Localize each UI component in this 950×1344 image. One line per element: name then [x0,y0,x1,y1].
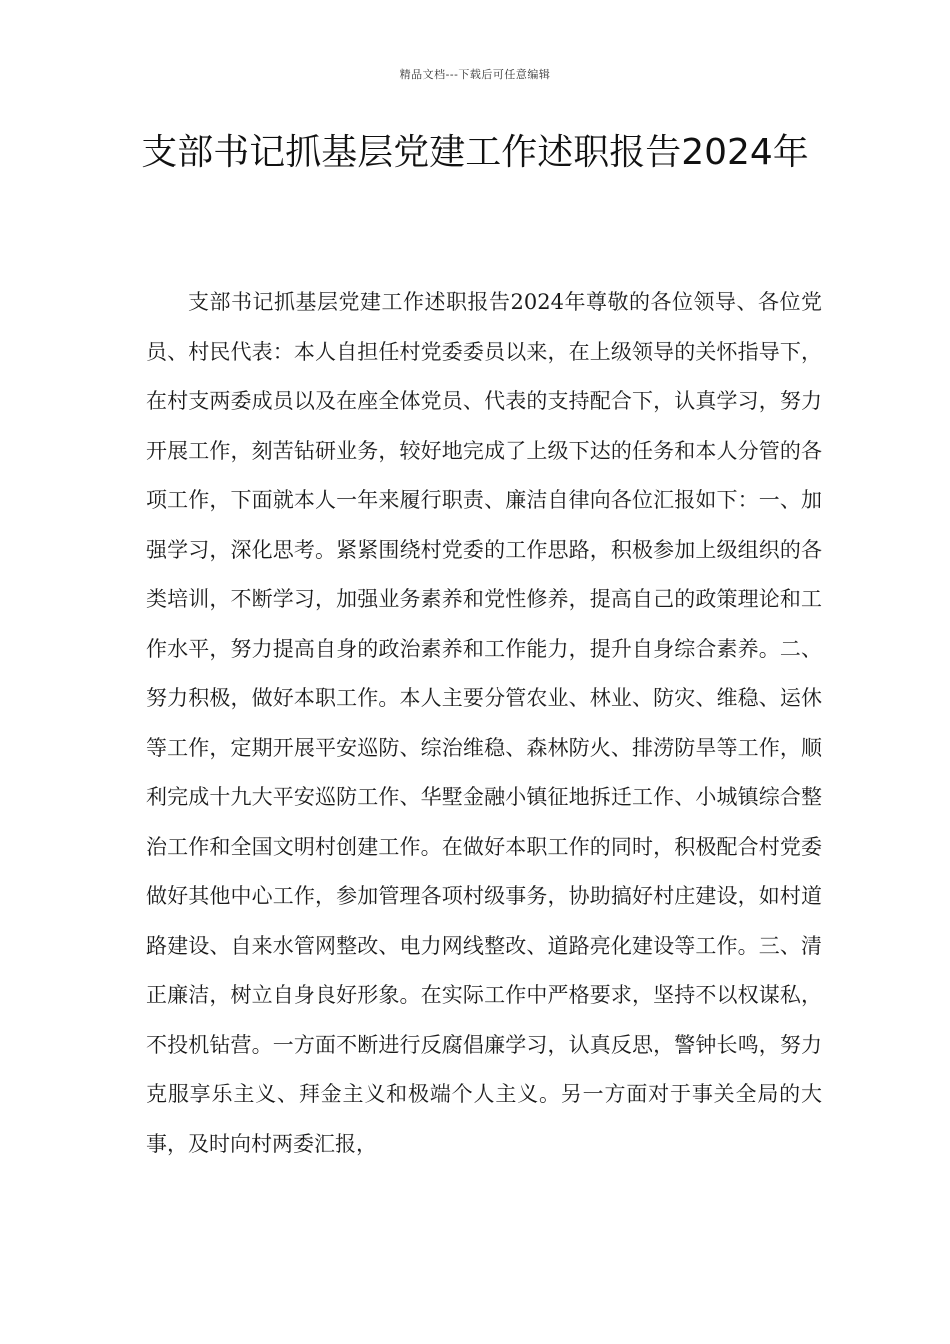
document-body: 支部书记抓基层党建工作述职报告2024年尊敬的各位领导、各位党员、村民代表：本人自担任村党委委员以来，在上级领导的关怀指导下，在村支两委成员以及在座全体党员、代表的支持配合下，认真学习，努力开展工作，刻苦钻研业务，较好地完成了上级下达的任务和本人分管的各项工作，下面就本人一年来履行职责、廉洁自律向各位汇报如下：一、加强学习，深化思考。紧紧围绕村党委的工作思路，积极参加上级组织的各类培训，不断学习，加强业务素养和党性修养，提高自己的政策理论和工作水平，努力提高自身的政治素养和工作能力，提升自身综合素养。二、努力积极，做好本职工作。本人主要分管农业、林业、防灾、维稳、运休等工作，定期开展平安巡防、综治维稳、森林防火、排涝防旱等工作，顺利完成十九大平安巡防工作、华墅金融小镇征地拆迁工作、小城镇综合整治工作和全国文明村创建工作。在做好本职工作的同时，积极配合村党委做好其他中心工作，参加管理各项村级事务，协助搞好村庄建设，如村道路建设、自来水管网整改、电力网线整改、道路亮化建设等工作。三、清正廉洁，树立自身良好形象。在实际工作中严格要求，坚持不以权谋私，不投机钻营。一方面不断进行反腐倡廉学习，认真反思，警钟长鸣，努力克服享乐主义、拜金主义和极端个人主义。另一方面对于事关全局的大事，及时向村两委汇报， [146,290,822,1156]
header-note: 精品文档---下载后可任意编辑 [399,68,551,81]
document-title: 支部书记抓基层党建工作述职报告2024年 [141,132,809,173]
